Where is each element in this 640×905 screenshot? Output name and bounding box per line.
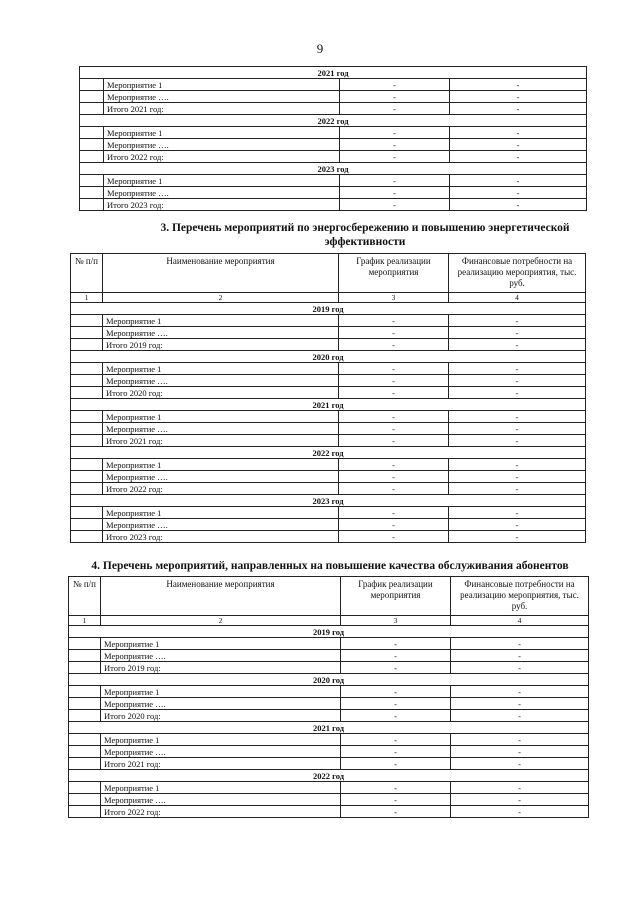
table-row (71, 471, 586, 483)
finance-cell: - (451, 698, 589, 710)
year-row (80, 67, 587, 79)
table-row (80, 79, 587, 91)
table-row (71, 363, 586, 375)
total-label: Итого 2022 год: (103, 483, 339, 495)
finance-cell: - (451, 686, 589, 698)
row-number-cell (71, 411, 103, 423)
year-row (69, 770, 589, 782)
table-row (69, 710, 589, 722)
schedule-cell: - (339, 387, 449, 399)
table-row (80, 187, 587, 199)
finance-cell: - (450, 79, 587, 91)
table-row (71, 423, 586, 435)
table-row (69, 746, 589, 758)
total-label: Итого 2022 год: (101, 806, 341, 818)
service-quality-table (68, 576, 589, 818)
activity-name: Мероприятие …. (101, 698, 341, 710)
finance-cell: - (450, 127, 587, 139)
schedule-cell: - (341, 746, 451, 758)
row-number-cell (80, 151, 104, 163)
finance-cell: - (450, 103, 587, 115)
activity-name: Мероприятие 1 (104, 175, 340, 187)
finance-cell: - (451, 782, 589, 794)
table-row (71, 375, 586, 387)
schedule-cell: - (340, 175, 450, 187)
row-number-cell (80, 187, 104, 199)
schedule-cell: - (341, 650, 451, 662)
row-number-cell (71, 519, 103, 531)
table-row (71, 435, 586, 447)
row-number-cell (69, 782, 101, 794)
schedule-cell: - (341, 638, 451, 650)
activity-name: Мероприятие 1 (103, 459, 339, 471)
schedule-cell: - (339, 411, 449, 423)
year-row (80, 115, 587, 127)
row-number-cell (80, 175, 104, 187)
row-number-cell (69, 710, 101, 722)
col-num-4: 4 (449, 293, 586, 303)
year-label: 2019 год (71, 303, 586, 315)
year-label: 2021 год (71, 399, 586, 411)
activity-name: Мероприятие 1 (103, 315, 339, 327)
activity-name: Мероприятие …. (103, 375, 339, 387)
finance-cell: - (449, 411, 586, 423)
total-label: Итого 2021 год: (101, 758, 341, 770)
total-label: Итого 2021 год: (104, 103, 340, 115)
row-number-cell (71, 339, 103, 351)
header-number: № п/п (69, 577, 101, 616)
finance-cell: - (449, 435, 586, 447)
section3-title-line1: 3. Перечень мероприятий по энергосбережению и повышению энергетической (160, 222, 570, 234)
section4-title: 4. Перечень мероприятий, направленных на повышение качества обслуживания абонентов (91, 560, 569, 572)
finance-cell: - (451, 734, 589, 746)
year-label: 2023 год (71, 495, 586, 507)
activity-name: Мероприятие …. (103, 471, 339, 483)
schedule-cell: - (340, 127, 450, 139)
schedule-cell: - (339, 423, 449, 435)
year-label: 2022 год (80, 115, 587, 127)
table-row (69, 782, 589, 794)
table-row (71, 387, 586, 399)
activity-name: Мероприятие …. (101, 650, 341, 662)
table-header-row (69, 577, 589, 616)
row-number-cell (69, 758, 101, 770)
schedule-cell: - (341, 698, 451, 710)
header-schedule: График реализации мероприятия (341, 577, 451, 616)
row-number-cell (71, 327, 103, 339)
activity-name: Мероприятие 1 (104, 79, 340, 91)
row-number-cell (69, 662, 101, 674)
section3-title (130, 221, 600, 249)
table-row (69, 638, 589, 650)
table-row (71, 519, 586, 531)
activity-name: Мероприятие …. (103, 519, 339, 531)
schedule-cell: - (339, 483, 449, 495)
schedule-cell: - (341, 734, 451, 746)
finance-cell: - (451, 710, 589, 722)
total-label: Итого 2021 год: (103, 435, 339, 447)
year-row (71, 303, 586, 315)
row-number-cell (80, 79, 104, 91)
schedule-cell: - (340, 79, 450, 91)
total-label: Итого 2022 год: (104, 151, 340, 163)
year-label: 2021 год (80, 67, 587, 79)
schedule-cell: - (339, 375, 449, 387)
page-number: 9 (316, 41, 324, 56)
activity-name: Мероприятие …. (101, 746, 341, 758)
schedule-cell: - (339, 315, 449, 327)
year-label: 2022 год (71, 447, 586, 459)
table-row (71, 315, 586, 327)
activity-name: Мероприятие …. (104, 91, 340, 103)
table-row (80, 139, 587, 151)
table-row (80, 103, 587, 115)
total-label: Итого 2023 год: (104, 199, 340, 211)
finance-cell: - (449, 519, 586, 531)
col-num-1: 1 (71, 293, 103, 303)
year-label: 2020 год (71, 351, 586, 363)
row-number-cell (69, 650, 101, 662)
finance-cell: - (449, 471, 586, 483)
header-number: № п/п (71, 254, 103, 293)
table-header-row (71, 254, 586, 293)
activity-name: Мероприятие 1 (103, 411, 339, 423)
table-row (71, 459, 586, 471)
row-number-cell (80, 103, 104, 115)
activity-name: Мероприятие 1 (103, 363, 339, 375)
col-num-2: 2 (103, 293, 339, 303)
row-number-cell (69, 746, 101, 758)
year-label: 2020 год (69, 674, 589, 686)
col-num-1: 1 (69, 616, 101, 626)
table-row (69, 686, 589, 698)
section3-title-line2: эффективности (324, 236, 406, 248)
row-number-cell (71, 363, 103, 375)
finance-cell: - (451, 746, 589, 758)
finance-cell: - (451, 758, 589, 770)
table-row (69, 698, 589, 710)
finance-cell: - (449, 375, 586, 387)
column-number-row (71, 293, 586, 303)
finance-cell: - (450, 199, 587, 211)
schedule-cell: - (341, 662, 451, 674)
activity-name: Мероприятие 1 (104, 127, 340, 139)
table-row (71, 531, 586, 543)
schedule-cell: - (339, 531, 449, 543)
schedule-cell: - (340, 187, 450, 199)
row-number-cell (69, 734, 101, 746)
finance-cell: - (449, 483, 586, 495)
column-number-row (69, 616, 589, 626)
schedule-cell: - (341, 806, 451, 818)
table-row (80, 175, 587, 187)
year-row (69, 722, 589, 734)
table-row (80, 151, 587, 163)
schedule-cell: - (339, 327, 449, 339)
schedule-cell: - (340, 91, 450, 103)
table-row (69, 806, 589, 818)
total-label: Итого 2019 год: (103, 339, 339, 351)
finance-cell: - (449, 507, 586, 519)
activity-name: Мероприятие …. (103, 423, 339, 435)
finance-cell: - (451, 638, 589, 650)
year-label: 2019 год (69, 626, 589, 638)
finance-cell: - (449, 387, 586, 399)
activity-name: Мероприятие 1 (101, 686, 341, 698)
col-num-3: 3 (341, 616, 451, 626)
finance-cell: - (451, 662, 589, 674)
year-label: 2022 год (69, 770, 589, 782)
schedule-cell: - (340, 199, 450, 211)
row-number-cell (80, 91, 104, 103)
total-label: Итого 2020 год: (101, 710, 341, 722)
finance-cell: - (451, 794, 589, 806)
table-row (69, 758, 589, 770)
year-label: 2023 год (80, 163, 587, 175)
year-row (69, 626, 589, 638)
year-label: 2021 год (69, 722, 589, 734)
row-number-cell (69, 638, 101, 650)
total-label: Итого 2023 год: (103, 531, 339, 543)
table-row (80, 199, 587, 211)
schedule-cell: - (340, 151, 450, 163)
schedule-cell: - (341, 686, 451, 698)
finance-cell: - (449, 327, 586, 339)
year-row (71, 495, 586, 507)
table-row (71, 339, 586, 351)
finance-cell: - (450, 187, 587, 199)
activity-name: Мероприятие 1 (101, 782, 341, 794)
schedule-cell: - (339, 435, 449, 447)
schedule-cell: - (341, 710, 451, 722)
year-row (69, 674, 589, 686)
table-row (71, 327, 586, 339)
col-num-3: 3 (339, 293, 449, 303)
activity-name: Мероприятие …. (104, 187, 340, 199)
finance-cell: - (449, 459, 586, 471)
schedule-cell: - (340, 139, 450, 151)
table-row (69, 662, 589, 674)
total-label: Итого 2020 год: (103, 387, 339, 399)
schedule-cell: - (339, 339, 449, 351)
schedule-cell: - (341, 758, 451, 770)
row-number-cell (71, 531, 103, 543)
row-number-cell (71, 507, 103, 519)
table-row (71, 483, 586, 495)
schedule-cell: - (339, 471, 449, 483)
row-number-cell (71, 471, 103, 483)
col-num-2: 2 (101, 616, 341, 626)
finance-cell: - (450, 91, 587, 103)
header-schedule: График реализации мероприятия (339, 254, 449, 293)
activity-name: Мероприятие 1 (101, 734, 341, 746)
table-row (71, 507, 586, 519)
finance-cell: - (449, 363, 586, 375)
year-row (80, 163, 587, 175)
header-name: Наименование мероприятия (103, 254, 339, 293)
schedule-cell: - (341, 782, 451, 794)
finance-cell: - (450, 175, 587, 187)
row-number-cell (71, 375, 103, 387)
row-number-cell (69, 794, 101, 806)
row-number-cell (69, 806, 101, 818)
row-number-cell (71, 435, 103, 447)
finance-cell: - (449, 531, 586, 543)
finance-cell: - (449, 423, 586, 435)
total-label: Итого 2019 год: (101, 662, 341, 674)
finance-cell: - (449, 315, 586, 327)
activity-name: Мероприятие 1 (103, 507, 339, 519)
finance-cell: - (451, 806, 589, 818)
header-name: Наименование мероприятия (101, 577, 341, 616)
header-finance: Финансовые потребности на реализацию мероприятия, тыс. руб. (451, 577, 589, 616)
energy-saving-table (70, 253, 586, 543)
schedule-cell: - (340, 103, 450, 115)
row-number-cell (71, 459, 103, 471)
table-row (80, 127, 587, 139)
row-number-cell (71, 423, 103, 435)
year-row (71, 399, 586, 411)
header-finance: Финансовые потребности на реализацию мероприятия, тыс. руб. (449, 254, 586, 293)
schedule-cell: - (339, 519, 449, 531)
col-num-4: 4 (451, 616, 589, 626)
row-number-cell (69, 686, 101, 698)
finance-cell: - (449, 339, 586, 351)
row-number-cell (80, 139, 104, 151)
activity-name: Мероприятие …. (101, 794, 341, 806)
finance-cell: - (450, 139, 587, 151)
activity-name: Мероприятие …. (103, 327, 339, 339)
row-number-cell (71, 387, 103, 399)
continuation-table (79, 66, 587, 211)
schedule-cell: - (341, 794, 451, 806)
table-row (80, 91, 587, 103)
table-row (69, 650, 589, 662)
year-row (71, 351, 586, 363)
row-number-cell (71, 315, 103, 327)
finance-cell: - (450, 151, 587, 163)
table-row (69, 734, 589, 746)
schedule-cell: - (339, 507, 449, 519)
activity-name: Мероприятие …. (104, 139, 340, 151)
row-number-cell (80, 127, 104, 139)
activity-name: Мероприятие 1 (101, 638, 341, 650)
row-number-cell (69, 698, 101, 710)
schedule-cell: - (339, 363, 449, 375)
table-row (69, 794, 589, 806)
schedule-cell: - (339, 459, 449, 471)
table-row (71, 411, 586, 423)
row-number-cell (71, 483, 103, 495)
year-row (71, 447, 586, 459)
row-number-cell (80, 199, 104, 211)
finance-cell: - (451, 650, 589, 662)
